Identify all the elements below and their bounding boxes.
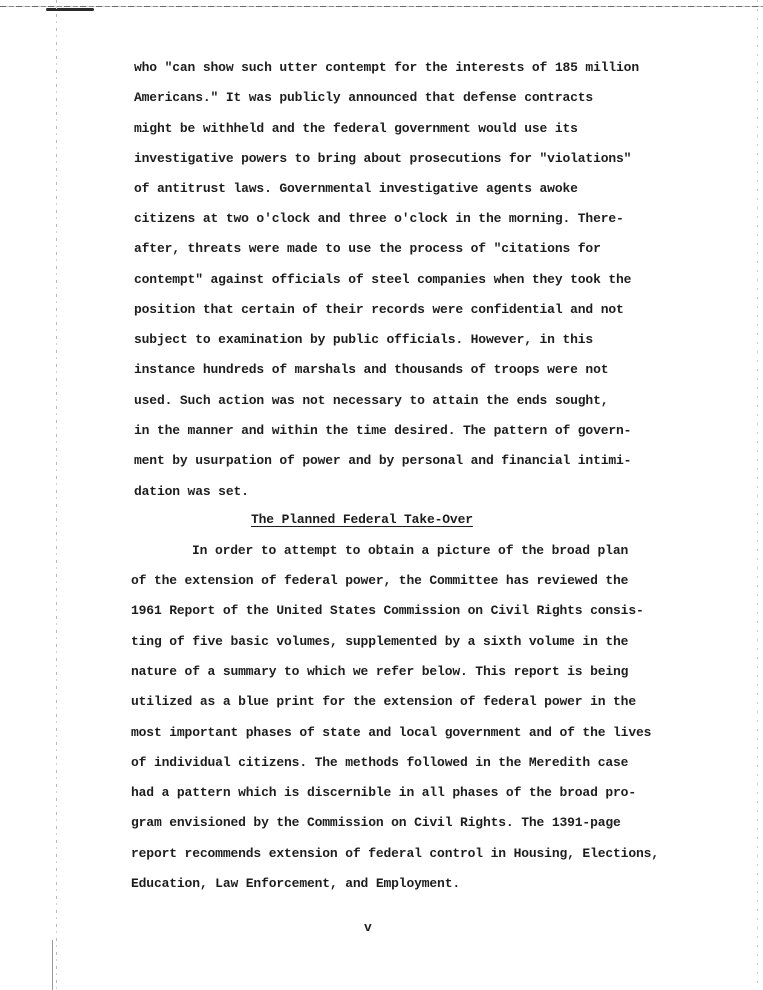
- text-line: gram envisioned by the Commission on Civil Rights. The 1391-page: [131, 815, 621, 830]
- text-line: nature of a summary to which we refer below. This report is being: [131, 664, 629, 679]
- text-line: ment by usurpation of power and by personal and financial intimi-: [134, 453, 632, 468]
- scan-right-margin-line: [757, 0, 758, 990]
- text-line: utilized as a blue print for the extension of federal power in the: [131, 694, 636, 709]
- text-line: who "can show such utter contempt for the interests of 185 million: [134, 60, 639, 75]
- text-line: subject to examination by public officials. However, in this: [134, 332, 594, 347]
- text-line: Americans." It was publicly announced that defense contracts: [134, 90, 594, 105]
- text-line: citizens at two o'clock and three o'clock in the morning. There-: [134, 211, 624, 226]
- text-line: in the manner and within the time desired. The pattern of govern-: [134, 423, 632, 438]
- text-line: had a pattern which is discernible in all phases of the broad pro-: [131, 785, 636, 800]
- text-line: after, threats were made to use the process of "citations for: [134, 241, 601, 256]
- scan-top-edge: [0, 6, 763, 7]
- text-line: of antitrust laws. Governmental investigative agents awoke: [134, 181, 578, 196]
- text-line: investigative powers to bring about prosecutions for "violations": [134, 151, 632, 166]
- text-line: 1961 Report of the United States Commission on Civil Rights consis-: [131, 603, 644, 618]
- scan-left-margin-line: [56, 0, 57, 990]
- text-line: report recommends extension of federal control in Housing, Elections,: [131, 846, 659, 861]
- text-line: most important phases of state and local government and of the lives: [131, 725, 652, 740]
- section-heading: The Planned Federal Take-Over: [251, 512, 473, 527]
- text-line: instance hundreds of marshals and thousands of troops were not: [134, 362, 609, 377]
- text-line: ting of five basic volumes, supplemented by a sixth volume in the: [131, 634, 629, 649]
- page-number: v: [364, 920, 372, 935]
- scan-left-margin-mark: [52, 940, 53, 990]
- text-line: of individual citizens. The methods followed in the Meredith case: [131, 755, 629, 770]
- scan-mark: [46, 8, 94, 11]
- text-line: contempt" against officials of steel companies when they took the: [134, 272, 632, 287]
- text-line: position that certain of their records were confidential and not: [134, 302, 624, 317]
- text-line: of the extension of federal power, the Committee has reviewed the: [131, 573, 629, 588]
- text-line: might be withheld and the federal government would use its: [134, 121, 578, 136]
- text-line: used. Such action was not necessary to attain the ends sought,: [134, 393, 609, 408]
- text-line: Education, Law Enforcement, and Employment.: [131, 876, 461, 891]
- text-line: dation was set.: [134, 484, 249, 499]
- text-line: In order to attempt to obtain a picture of the broad plan: [192, 543, 629, 558]
